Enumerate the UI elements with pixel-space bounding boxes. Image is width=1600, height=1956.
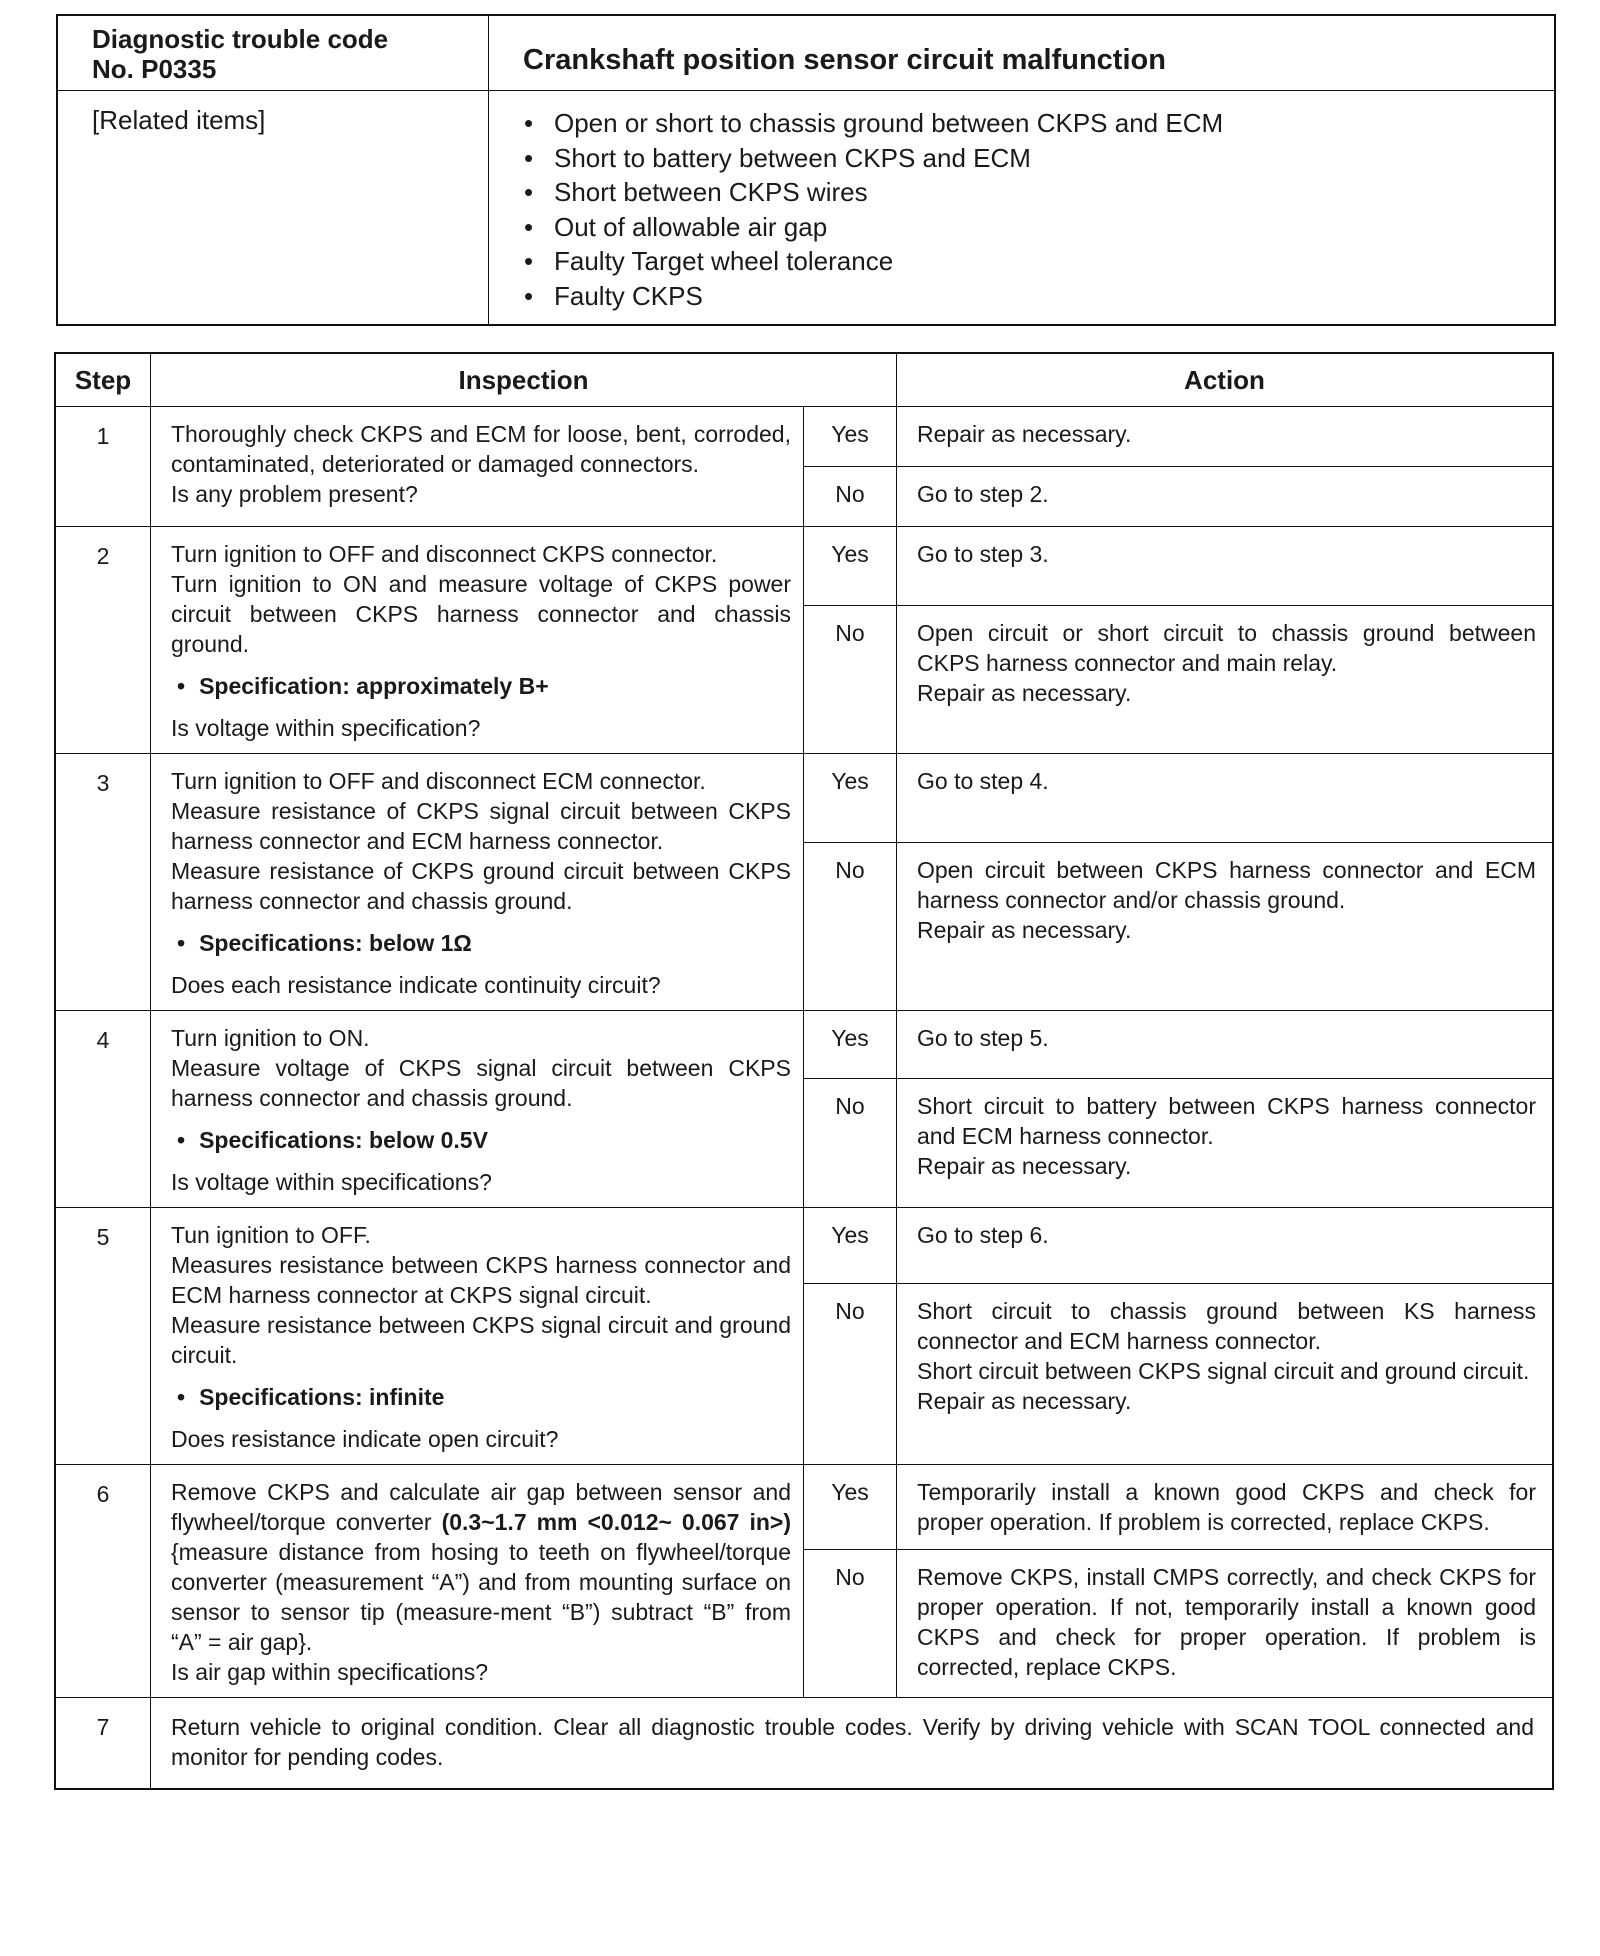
dtc-code-label: Diagnostic trouble code bbox=[92, 24, 389, 54]
yes-label: Yes bbox=[804, 407, 897, 467]
inspection-line: Turn ignition to ON. bbox=[171, 1025, 370, 1051]
yes-action: Go to step 6. bbox=[897, 1208, 1554, 1284]
step-row-5 bbox=[55, 1208, 1553, 1284]
inspection-line: Tun ignition to OFF. bbox=[171, 1222, 371, 1248]
yes-action: Go to step 4. bbox=[897, 754, 1554, 843]
step-row-3 bbox=[55, 754, 1553, 843]
yes-action: Temporarily install a known good CKPS and check for proper operation. If problem is corrected, replace CKPS. bbox=[897, 1465, 1554, 1550]
specification: • Specification: approximately B+ bbox=[171, 671, 791, 701]
step-inspection bbox=[151, 527, 804, 754]
step-inspection bbox=[151, 407, 804, 527]
yes-label: Yes bbox=[804, 754, 897, 843]
related-items-cell bbox=[489, 91, 1556, 326]
related-item: • Short between CKPS wires bbox=[554, 175, 1553, 210]
dtc-header-table bbox=[56, 14, 1556, 326]
no-label: No bbox=[804, 467, 897, 527]
step-number: 1 bbox=[55, 407, 151, 527]
no-label: No bbox=[804, 1283, 897, 1464]
dtc-title: Crankshaft position sensor circuit malfunction bbox=[489, 15, 1556, 91]
yes-label: Yes bbox=[804, 1208, 897, 1284]
step-number: 5 bbox=[55, 1208, 151, 1465]
diagnostic-steps-table bbox=[54, 352, 1554, 1790]
related-item: • Out of allowable air gap bbox=[554, 210, 1553, 245]
step-inspection bbox=[151, 754, 804, 1011]
inspection-line: Thoroughly check CKPS and ECM for loose, bent, corroded, contaminated, deteriorated or damaged connectors. bbox=[171, 421, 791, 477]
inspection-line: Measure voltage of CKPS signal circuit between CKPS harness connector and chassis ground. bbox=[171, 1055, 791, 1111]
step-number: 3 bbox=[55, 754, 151, 1011]
no-action: Open circuit between CKPS harness connector and ECM harness connector and/or chassis ground. Repair as necessary. bbox=[897, 843, 1554, 1011]
yes-action: Repair as necessary. bbox=[897, 407, 1554, 467]
step-row-4 bbox=[55, 1011, 1553, 1079]
no-label: No bbox=[804, 1079, 897, 1208]
inspection-line: Is any problem present? bbox=[171, 481, 418, 507]
specification: • Specifications: below 0.5V bbox=[171, 1125, 791, 1155]
specification: • Specifications: below 1Ω bbox=[171, 928, 791, 958]
no-action: Remove CKPS, install CMPS correctly, and check CKPS for proper operation. If not, temporarily install a known good CKPS and check for proper operation. If problem is corrected, replace CKPS. bbox=[897, 1549, 1554, 1697]
step-7-text: Return vehicle to original condition. Clear all diagnostic trouble codes. Verify by driving vehicle with SCAN TOOL connected and monitor for pending codes. bbox=[151, 1698, 1554, 1790]
inspection-line: Turn ignition to ON and measure voltage of CKPS power circuit between CKPS harness connector and chassis ground. bbox=[171, 571, 791, 657]
step-row-7 bbox=[55, 1698, 1553, 1790]
yes-action: Go to step 3. bbox=[897, 527, 1554, 606]
step-inspection bbox=[151, 1465, 804, 1698]
step-question: Is air gap within specifications? bbox=[171, 1659, 489, 1685]
inspection-text-cont: {measure distance from hosing to teeth on flywheel/torque converter (measurement “A”) and from mounting surface on sensor to sensor tip (measure-ment “B”) subtract “B” from “A” = air gap}. bbox=[171, 1539, 791, 1655]
step-inspection bbox=[151, 1208, 804, 1465]
air-gap-spec: (0.3~1.7 mm <0.012~ 0.067 in>) bbox=[441, 1509, 791, 1535]
no-label: No bbox=[804, 605, 897, 753]
inspection-line: Turn ignition to OFF and disconnect ECM connector. bbox=[171, 768, 706, 794]
step-row-2 bbox=[55, 527, 1553, 606]
inspection-text: Remove CKPS and calculate air gap between sensor and flywheel/torque converter bbox=[171, 1479, 791, 1535]
related-items-label: [Related items] bbox=[57, 91, 489, 326]
dtc-code-cell bbox=[57, 15, 489, 91]
related-item: • Faulty Target wheel tolerance bbox=[554, 244, 1553, 279]
step-row-1 bbox=[55, 407, 1553, 467]
header-action: Action bbox=[897, 353, 1554, 407]
dtc-code-number: No. P0335 bbox=[92, 54, 217, 84]
specification: • Specifications: infinite bbox=[171, 1382, 791, 1412]
step-row-6 bbox=[55, 1465, 1553, 1550]
related-items-list bbox=[490, 92, 1553, 323]
yes-action: Go to step 5. bbox=[897, 1011, 1554, 1079]
no-action: Short circuit to chassis ground between KS harness connector and ECM harness connector. Short circuit between CKPS signal circuit and ground circuit. Repair as necessary. bbox=[897, 1283, 1554, 1464]
no-action: Go to step 2. bbox=[897, 467, 1554, 527]
inspection-line: Measure resistance between CKPS signal circuit and ground circuit. bbox=[171, 1312, 791, 1368]
header-step: Step bbox=[55, 353, 151, 407]
step-number: 2 bbox=[55, 527, 151, 754]
yes-label: Yes bbox=[804, 527, 897, 606]
step-question: Is voltage within specifications? bbox=[171, 1169, 492, 1195]
step-question: Does each resistance indicate continuity circuit? bbox=[171, 972, 661, 998]
no-action: Open circuit or short circuit to chassis ground between CKPS harness connector and main relay. Repair as necessary. bbox=[897, 605, 1554, 753]
inspection-line: Turn ignition to OFF and disconnect CKPS connector. bbox=[171, 541, 718, 567]
header-inspection: Inspection bbox=[151, 353, 897, 407]
related-item: • Faulty CKPS bbox=[554, 279, 1553, 314]
inspection-line: Measure resistance of CKPS ground circuit between CKPS harness connector and chassis ground. bbox=[171, 858, 791, 914]
inspection-line: Measures resistance between CKPS harness connector and ECM harness connector at CKPS signal circuit. bbox=[171, 1252, 791, 1308]
step-number: 6 bbox=[55, 1465, 151, 1698]
no-label: No bbox=[804, 1549, 897, 1697]
yes-label: Yes bbox=[804, 1011, 897, 1079]
table-header-row bbox=[55, 353, 1553, 407]
step-inspection bbox=[151, 1011, 804, 1208]
step-question: Is voltage within specification? bbox=[171, 715, 481, 741]
inspection-line: Measure resistance of CKPS signal circuit between CKPS harness connector and ECM harness connector. bbox=[171, 798, 791, 854]
no-label: No bbox=[804, 843, 897, 1011]
step-number: 7 bbox=[55, 1698, 151, 1790]
related-item: • Short to battery between CKPS and ECM bbox=[554, 141, 1553, 176]
yes-label: Yes bbox=[804, 1465, 897, 1550]
step-number: 4 bbox=[55, 1011, 151, 1208]
no-action: Short circuit to battery between CKPS harness connector and ECM harness connector. Repair as necessary. bbox=[897, 1079, 1554, 1208]
related-item: • Open or short to chassis ground between CKPS and ECM bbox=[554, 106, 1553, 141]
step-question: Does resistance indicate open circuit? bbox=[171, 1426, 559, 1452]
